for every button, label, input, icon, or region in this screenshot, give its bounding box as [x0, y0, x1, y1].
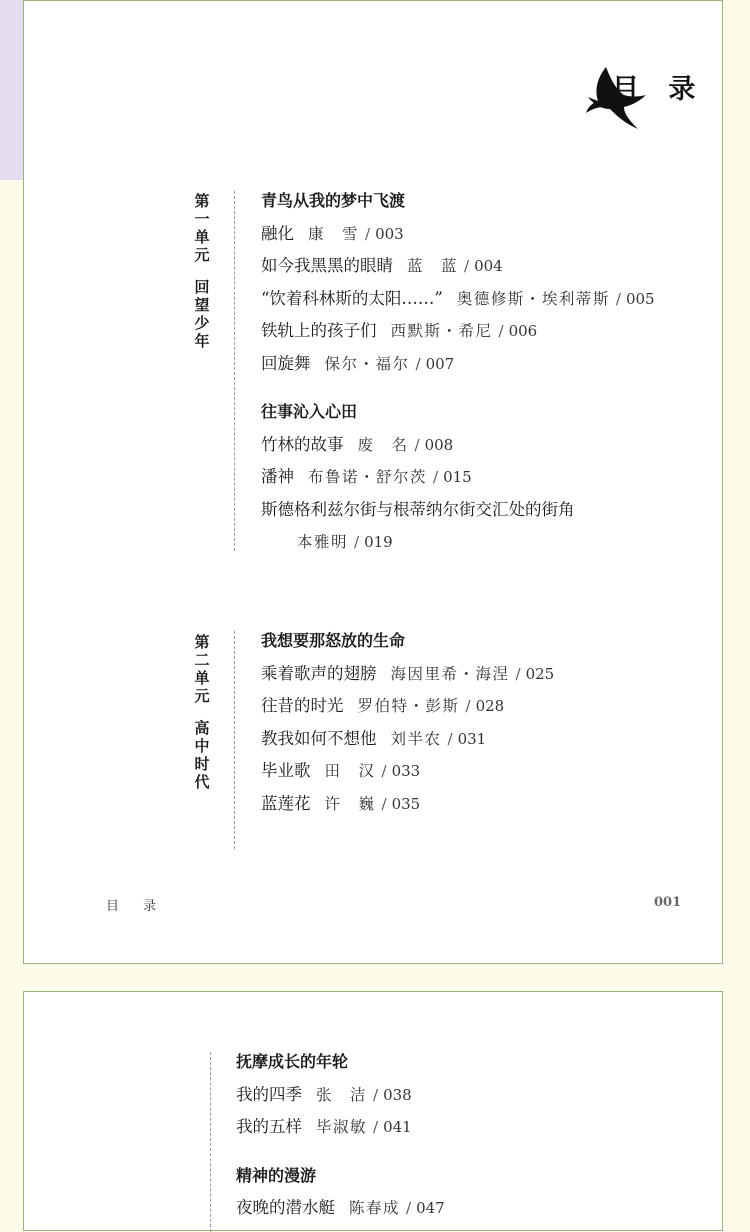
entry-page: 035	[391, 794, 421, 813]
entry-page: 025	[525, 664, 555, 683]
entry-page: 003	[375, 224, 404, 243]
entry-title: 潘神	[261, 467, 294, 486]
entry-page: 006	[508, 322, 538, 340]
entry-author: 陈春成	[349, 1199, 401, 1217]
toc-entry[interactable]	[261, 461, 655, 494]
entry-author: 蓝 蓝	[407, 257, 459, 275]
unit-2-divider-cont	[210, 1052, 211, 1232]
toc-entry[interactable]	[261, 218, 655, 251]
entry-title: 我的五样	[236, 1117, 302, 1136]
entry-title: “饮着科林斯的太阳……”	[261, 288, 443, 308]
toc-page-1	[23, 0, 723, 964]
toc-entry[interactable]	[261, 429, 655, 462]
entry-separator: /	[433, 468, 439, 486]
toc-entry-continuation[interactable]	[261, 526, 655, 559]
entry-page: 004	[474, 257, 503, 275]
entry-author: 罗伯特・彭斯	[357, 697, 460, 715]
toc-entry[interactable]	[261, 723, 554, 756]
toc-heading	[584, 63, 714, 133]
toc-entry[interactable]	[261, 788, 554, 821]
unit-1-divider	[234, 191, 235, 551]
unit-2-theme: 高中时代	[194, 719, 210, 791]
entry-title: 斯德格利兹尔街与根蒂纳尔街交汇处的街角	[261, 499, 575, 519]
toc-entry[interactable]	[261, 658, 554, 691]
entry-title: 夜晚的潜水艇	[236, 1198, 335, 1217]
entry-separator: /	[406, 1199, 412, 1217]
entry-separator: /	[414, 435, 420, 454]
entry-separator: /	[615, 289, 621, 308]
entry-title: 乘着歌声的翅膀	[261, 663, 377, 683]
entry-separator: /	[515, 664, 521, 683]
entry-author: 张 洁	[316, 1085, 368, 1104]
entry-author: 康 雪	[308, 224, 360, 243]
entry-author: 田 汉	[324, 762, 376, 780]
unit-1-label	[191, 192, 213, 350]
unit-2-label	[191, 633, 213, 791]
toc-page-2	[23, 991, 723, 1231]
entry-page: 038	[383, 1085, 412, 1104]
entry-title: 竹林的故事	[261, 434, 344, 454]
entry-page: 031	[457, 729, 487, 748]
toc-entry[interactable]	[261, 494, 655, 527]
entry-page: 008	[424, 435, 454, 454]
section-3	[261, 625, 554, 820]
section-title: 精神的漫游	[236, 1165, 317, 1185]
entry-author: 海因里希・海涅	[390, 664, 510, 683]
unit-1-number: 第一单元	[194, 192, 210, 264]
unit-2-number: 第二单元	[194, 633, 210, 705]
entry-author: 刘半农	[390, 729, 442, 748]
entry-title: 铁轨上的孩子们	[261, 321, 377, 340]
entry-title: 如今我黑黑的眼睛	[261, 256, 393, 275]
entry-page: 015	[443, 468, 472, 486]
toc-entry[interactable]	[261, 690, 554, 723]
toc-entry[interactable]	[261, 315, 655, 348]
unit-1-theme: 回望少年	[194, 278, 210, 350]
entry-page: 005	[625, 289, 655, 308]
toc-entry[interactable]	[236, 1192, 445, 1225]
entry-separator: /	[373, 1085, 379, 1104]
entry-title: 回旋舞	[261, 353, 311, 373]
entry-author: 本雅明	[297, 533, 349, 551]
entry-author: 西默斯・希尼	[390, 322, 493, 340]
section-title: 我想要那怒放的生命	[261, 631, 406, 650]
section-title: 青鸟从我的梦中飞渡	[261, 191, 406, 210]
entry-separator: /	[464, 257, 470, 275]
toc-entry[interactable]	[261, 755, 554, 788]
entry-author: 许 巍	[324, 794, 376, 813]
entry-separator: /	[498, 322, 504, 340]
entry-separator: /	[373, 1118, 379, 1136]
entry-title: 教我如何不想他	[261, 728, 377, 748]
entry-page: 007	[425, 354, 455, 373]
entry-page: 047	[416, 1199, 445, 1217]
entry-author: 保尔・福尔	[324, 354, 410, 373]
entry-page: 028	[475, 697, 505, 715]
entry-separator: /	[354, 533, 360, 551]
toc-entry[interactable]	[261, 283, 655, 316]
entry-author: 奥德修斯・埃利蒂斯	[456, 289, 610, 308]
entry-title: 毕业歌	[261, 761, 311, 780]
entry-author: 废 名	[357, 435, 409, 454]
toc-title: 目 录	[612, 74, 706, 105]
entry-title: 蓝莲花	[261, 793, 311, 813]
entry-separator: /	[365, 224, 371, 243]
entry-separator: /	[381, 794, 387, 813]
section-4	[236, 1046, 445, 1225]
entry-title: 往昔的时光	[261, 696, 344, 715]
section-1	[261, 185, 655, 559]
footer-label: 目 录	[106, 899, 167, 914]
toc-entry[interactable]	[236, 1111, 445, 1144]
footer-page-number: 001	[654, 895, 682, 910]
entry-page: 033	[391, 762, 421, 780]
toc-entry[interactable]	[236, 1079, 445, 1112]
entry-separator: /	[447, 729, 453, 748]
section-title: 抚摩成长的年轮	[236, 1052, 349, 1071]
section-title: 往事沁入心田	[261, 402, 358, 421]
entry-title: 我的四季	[236, 1084, 302, 1104]
entry-separator: /	[381, 762, 387, 780]
entry-page: 041	[383, 1118, 412, 1136]
entry-separator: /	[465, 697, 471, 715]
entry-author: 毕淑敏	[316, 1118, 368, 1136]
toc-entry[interactable]	[261, 348, 655, 381]
entry-title: 融化	[261, 223, 294, 243]
entry-author: 布鲁诺・舒尔茨	[308, 468, 428, 486]
entry-separator: /	[415, 354, 421, 373]
toc-entry[interactable]	[261, 250, 655, 283]
unit-2-divider	[234, 631, 235, 849]
entry-page: 019	[364, 533, 393, 551]
